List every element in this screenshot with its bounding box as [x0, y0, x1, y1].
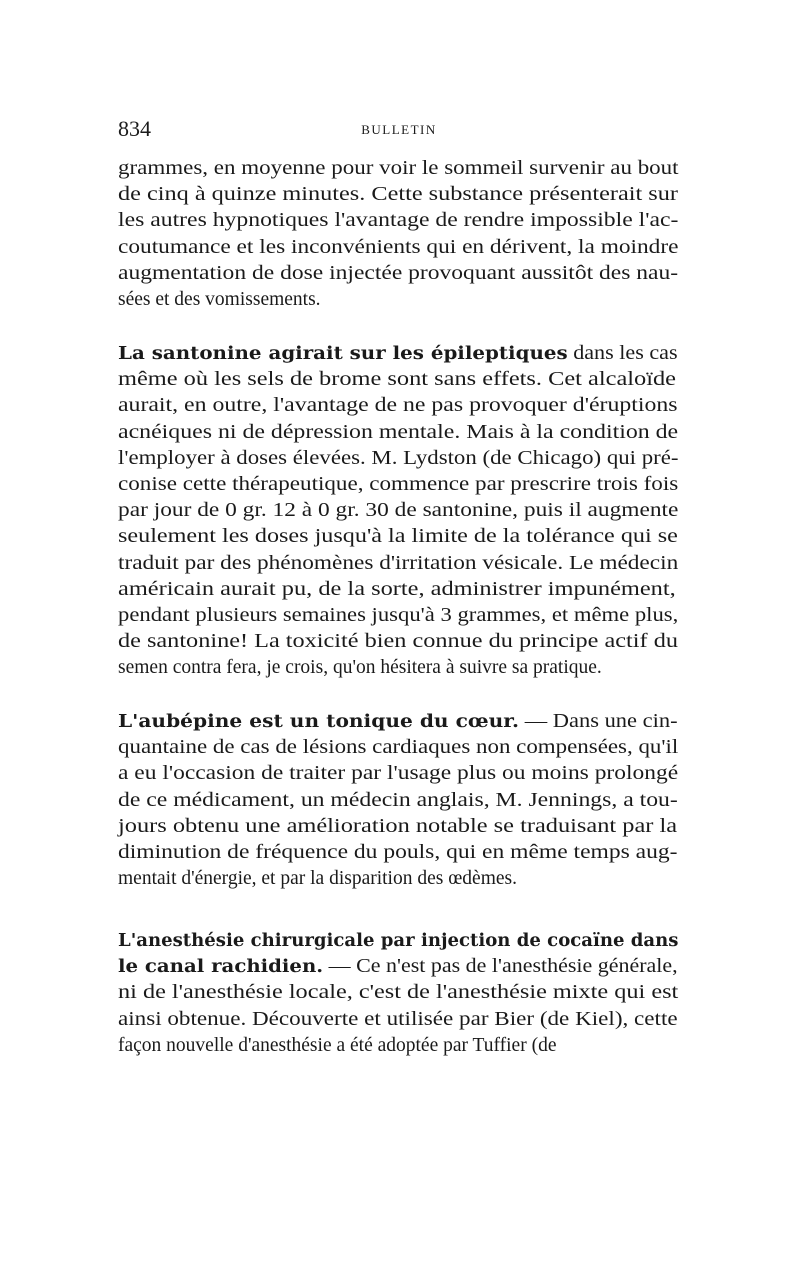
line-text: acnéiques ni de dépression mentale. Mais à la condition de — [118, 421, 679, 443]
line-text: par jour de 0 gr. 12 à 0 gr. 30 de santonine, puis il augmente — [118, 500, 679, 522]
text-line — [118, 980, 678, 1006]
line-text: — Dans une cin- — [519, 711, 678, 732]
line-text: ainsi obtenue. Découverte et utilisée par Bier (de Kiel), cette — [118, 1008, 678, 1030]
text-line — [118, 261, 678, 287]
text-line — [118, 1033, 556, 1059]
text-line — [118, 287, 321, 313]
text-line — [118, 156, 679, 182]
bold-heading: La santonine agirait sur les épileptiques — [118, 344, 568, 364]
text-line — [118, 629, 678, 655]
text-line — [118, 761, 678, 787]
text-line — [118, 735, 678, 761]
line-text: les autres hypnotiques l'avantage de rendre impossible l'ac- — [118, 210, 679, 232]
text-line — [118, 551, 678, 577]
bold-heading: L'anesthésie chirurgicale par injection de cocaïne dans — [118, 931, 679, 951]
text-line — [118, 182, 678, 208]
bold-heading: le canal rachidien. — [118, 957, 324, 978]
line-text: a eu l'occasion de traiter par l'usage plus ou moins prolongé — [118, 763, 679, 785]
line-text: — Ce n'est pas de l'anesthésie générale, — [323, 956, 678, 978]
text-line — [118, 814, 677, 840]
line-text: seulement les doses jusqu'à la limite de la tolérance qui se — [118, 526, 678, 548]
line-text: augmentation de dose injectée provoquant aussitôt des nau- — [118, 262, 679, 284]
line-text: façon nouvelle d'anesthésie a été adoptée par Tuffier (de — [118, 1034, 557, 1056]
line-text: grammes, en moyenne pour voir le sommeil survenir au bout — [118, 158, 679, 179]
text-line — [118, 208, 678, 234]
text-line — [118, 1007, 678, 1033]
text-line — [118, 603, 678, 629]
line-text: dans les cas — [567, 343, 678, 364]
line-text: coutumance et les inconvénients qui en dérivent, la moindre — [118, 236, 679, 258]
line-text: de ce médicament, un médecin anglais, M. Jennings, a tou- — [118, 789, 678, 811]
line-text: de cinq à quinze minutes. Cette substance présenterait sur — [118, 184, 678, 206]
bold-heading: L'aubépine est un tonique du cœur. — [118, 712, 520, 732]
text-line — [118, 866, 517, 892]
line-text: pendant plusieurs semaines jusqu'à 3 grammes, et même plus, — [118, 605, 679, 626]
line-text: quantaine de cas de lésions cardiaques non compensées, qu'il — [118, 737, 679, 759]
text-line — [118, 235, 678, 261]
line-text: l'employer à doses élevées. M. Lydston (de Chicago) qui pré- — [118, 447, 679, 469]
text-line — [118, 954, 678, 980]
text-line — [118, 655, 602, 681]
page-number: 834 — [118, 116, 151, 141]
line-text: diminution de fréquence du pouls, qui en même temps aug- — [118, 842, 678, 863]
text-line — [118, 498, 678, 524]
text-line — [118, 393, 678, 419]
text-line — [118, 577, 676, 603]
text-line — [118, 709, 678, 735]
text-line — [118, 840, 677, 866]
text-line — [118, 367, 676, 393]
line-text: jours obtenu une amélioration notable se traduisant par la — [118, 815, 678, 837]
line-text: conise cette thérapeutique, commence par prescrire trois fois — [118, 474, 679, 495]
text-line — [118, 928, 678, 954]
text-line — [118, 524, 678, 550]
line-text: ni de l'anesthésie locale, c'est de l'anesthésie mixte qui est — [118, 982, 679, 1004]
line-text: américain aurait pu, de la sorte, administrer impunément, — [118, 578, 676, 600]
line-text: sées et des vomissements. — [118, 289, 321, 310]
line-text: traduit par des phénomènes d'irritation vésicale. Le médecin — [118, 552, 679, 574]
text-line — [118, 788, 678, 814]
text-line — [118, 341, 678, 367]
text-line — [118, 472, 678, 498]
line-text: de santonine! La toxicité bien connue du principe actif du — [118, 631, 678, 653]
running-head — [118, 116, 680, 146]
line-text: même où les sels de brome sont sans effets. Cet alcaloïde — [118, 369, 677, 391]
line-text: mentait d'énergie, et par la disparition des œdèmes. — [118, 868, 517, 890]
text-line — [118, 446, 679, 472]
line-text: aurait, en outre, l'avantage de ne pas provoquer d'éruptions — [118, 395, 678, 417]
text-line — [118, 420, 678, 446]
line-text: semen contra fera, je crois, qu'on hésitera à suivre sa pratique. — [118, 657, 602, 679]
running-title: BULLETIN — [361, 122, 437, 137]
